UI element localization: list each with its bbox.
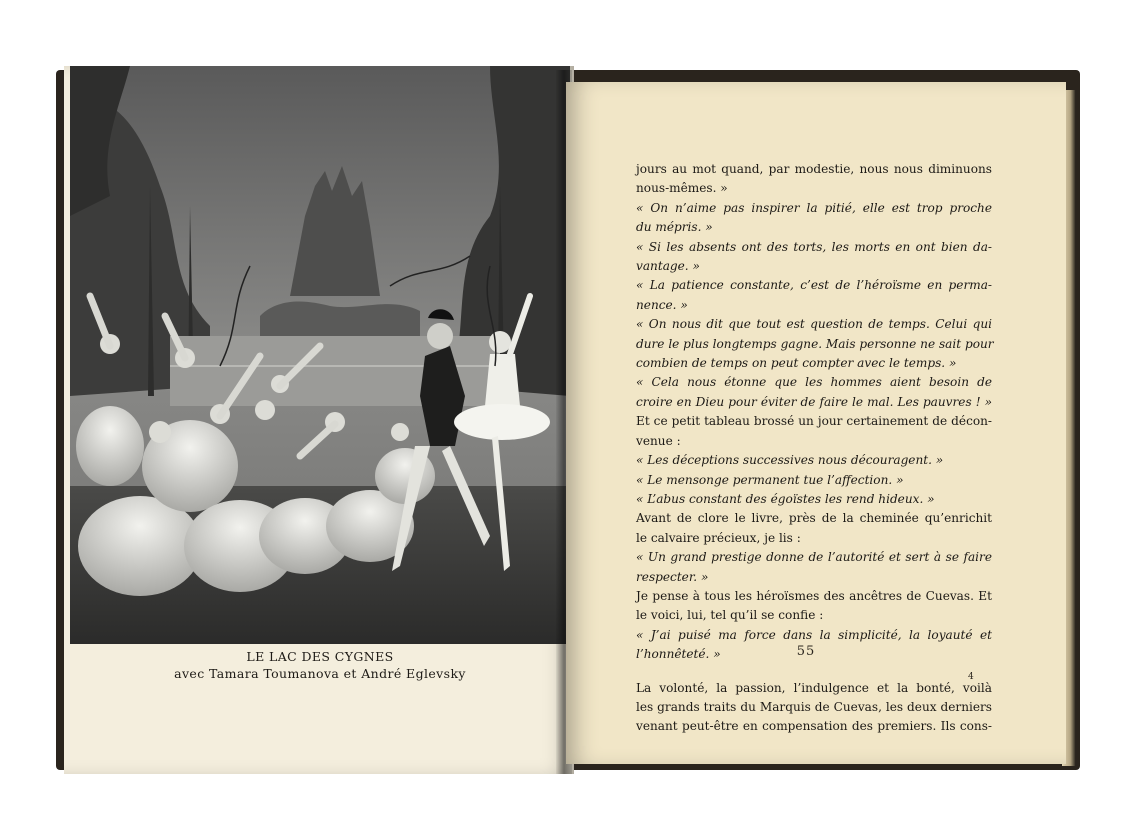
text-line: « L’abus constant des égoïstes les rend hideux. » [636,491,935,506]
ballet-photo-illustration [70,66,570,644]
text-line: le calvaire précieux, je lis : [636,530,801,545]
photo-caption [70,648,570,682]
text-line: « La patience constante, c’est de l’héroïsme en perma- [636,278,992,293]
text-line: vantage. » [636,259,700,274]
text-line: « Cela nous étonne que les hommes aient besoin de [636,375,992,390]
text-line: jours au mot quand, par modestie, nous nous diminuons [636,162,992,176]
text-line: nous-mêmes. » [636,181,728,196]
text-line: Je pense à tous les héroïsmes des ancêtres de Cuevas. Et [636,588,992,603]
text-line: « On n’aime pas inspirer la pitié, elle est trop proche [636,200,992,215]
text-line: l’honnêteté. » [636,647,721,662]
signature-mark: 4 [968,672,974,682]
text-line: « Un grand prestige donne de l’autorité et sert à se faire [636,550,992,565]
text-line: La volonté, la passion, l’indulgence et la bonté, voilà [636,680,992,695]
text-line: les grands traits du Marquis de Cuevas, les deux derniers [636,699,992,714]
text-line: « On nous dit que tout est question de temps. Celui qui [636,317,992,332]
text-line: « Le mensonge permanent tue l’affection. » [636,472,904,487]
text-line: « Les déceptions successives nous découragent. » [636,453,944,468]
text-line: du mépris. » [636,220,713,235]
ballet-photograph [70,66,570,644]
text-line: respecter. » [636,569,709,584]
text-line: dure le plus longtemps gagne. Mais personne ne sait pour [636,336,994,351]
text-line: « J’ai puisé ma force dans la simplicité, la loyauté et [636,627,992,642]
text-line: venant peut-être en compensation des premiers. Ils cons- [636,719,992,734]
text-line: Avant de clore le livre, près de la cheminée qu’enrichit [636,511,992,526]
text-line: le voici, lui, tel qu’il se confie : [636,608,824,623]
paragraph-gap [636,665,992,679]
caption-subtitle: avec Tamara Toumanova et André Eglevsky [174,666,466,681]
text-line: venue : [636,433,681,448]
page-number: 55 [796,644,816,659]
text-line: nence. » [636,297,688,312]
text-line: croire en Dieu pour éviter de faire le mal. Les pauvres ! » [636,394,992,409]
caption-title: LE LAC DES CYGNES [246,649,394,664]
text-line: « Si les absents ont des torts, les morts en ont bien da- [636,239,992,254]
text-line: combien de temps on peut compter avec le temps. » [636,356,957,371]
text-line: Et ce petit tableau brossé un jour certainement de décon- [636,414,992,429]
